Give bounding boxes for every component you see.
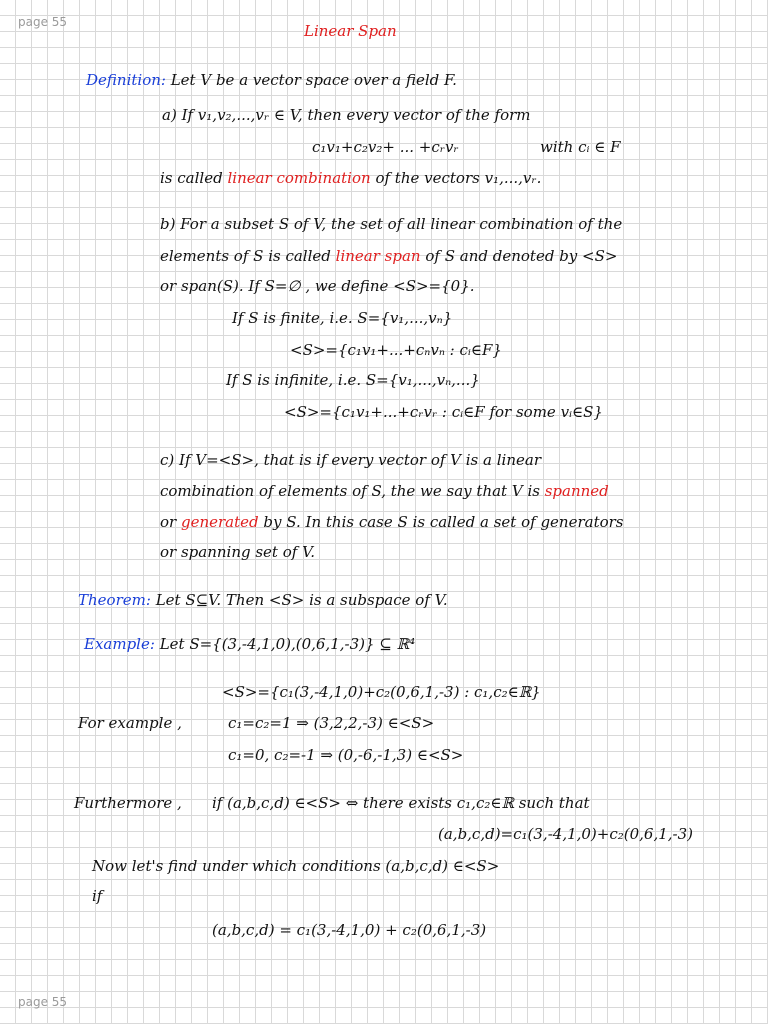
definition-b-line2 [160,246,617,266]
example-case-2: c₁=0, c₂=-1 ⇒ (0,-6,-1,3) ∈<S> [228,746,464,764]
theorem-line [78,590,448,610]
example-text: Let S={(3,-4,1,0),(0,6,1,-3)} ⊆ ℝ⁴ [159,635,416,653]
definition-c-line2 [160,481,609,501]
theorem-text: Let S⊆V. Then <S> is a subspace of V. [155,591,448,609]
example-now-line: Now let's find under which conditions (a,b,c,d) ∈<S> [92,857,500,875]
definition-a-line3-post: of the vectors v₁,...,vᵣ. [375,169,542,187]
definition-a-condition: with cᵢ ∈ F [540,138,621,156]
term-generated: generated [180,513,259,531]
definition-a-line1: a) If v₁,v₂,...,vᵣ ∈ V, then every vector of the form [162,106,531,124]
term-spanned: spanned [544,482,609,500]
definition-b-infinite-span: <S>={c₁v₁+...+cᵣvᵣ : cᵢ∈F for some vᵢ∈S} [284,403,603,421]
definition-c-line3-post: by S. In this case S is called a set of generators [263,513,624,531]
definition-a-line3-pre: is called [160,169,223,187]
definition-intro-line [86,70,457,90]
example-case-1: c₁=c₂=1 ⇒ (3,2,2,-3) ∈<S> [228,714,435,732]
definition-a-line3 [160,168,541,188]
definition-intro: Let V be a vector space over a field F. [170,71,457,89]
definition-b-finite: If S is finite, i.e. S={v₁,...,vₙ} [232,309,453,327]
example-span: <S>={c₁(3,-4,1,0)+c₂(0,6,1,-3) : c₁,c₂∈ℝ} [222,683,541,701]
definition-b-finite-span: <S>={c₁v₁+...+cₙvₙ : cᵢ∈F} [290,341,502,359]
term-linear-combination: linear combination [227,169,371,187]
example-final-equation: (a,b,c,d) = c₁(3,-4,1,0) + c₂(0,6,1,-3) [212,921,487,939]
example-for-example: For example , [78,714,182,732]
page-title: Linear Span [304,22,397,40]
definition-b-line2-pre: elements of S is called [160,247,331,265]
definition-b-infinite: If S is infinite, i.e. S={v₁,...,vₙ,...} [226,371,480,389]
example-further-equation: (a,b,c,d)=c₁(3,-4,1,0)+c₂(0,6,1,-3) [438,825,694,843]
example-label: Example: [84,635,155,653]
definition-c-line4: or spanning set of V. [160,543,316,561]
definition-label: Definition: [86,71,166,89]
page-number-bottom: page 55 [18,995,68,1009]
example-line [84,634,415,654]
definition-b-line2-post: of S and denoted by <S> [425,247,618,265]
definition-c-line2-pre: combination of elements of S, the we say that V is [160,482,540,500]
theorem-label: Theorem: [78,591,151,609]
definition-c-line3 [160,512,624,532]
definition-a-formula: c₁v₁+c₂v₂+ ... +cᵣvᵣ [312,138,459,156]
example-if-line: if [92,887,103,905]
example-further-text: if (a,b,c,d) ∈<S> ⇔ there exists c₁,c₂∈ℝ such that [212,794,590,812]
example-furthermore: Furthermore , [74,794,182,812]
page-number-top: page 55 [18,15,68,29]
definition-c-line3-pre: or [160,513,177,531]
definition-c-line1: c) If V=<S>, that is if every vector of V is a linear [160,451,541,469]
definition-b-line1: b) For a subset S of V, the set of all linear combination of the [160,215,623,233]
definition-b-line3: or span(S). If S=∅ , we define <S>={0}. [160,277,475,295]
term-linear-span: linear span [335,247,421,265]
